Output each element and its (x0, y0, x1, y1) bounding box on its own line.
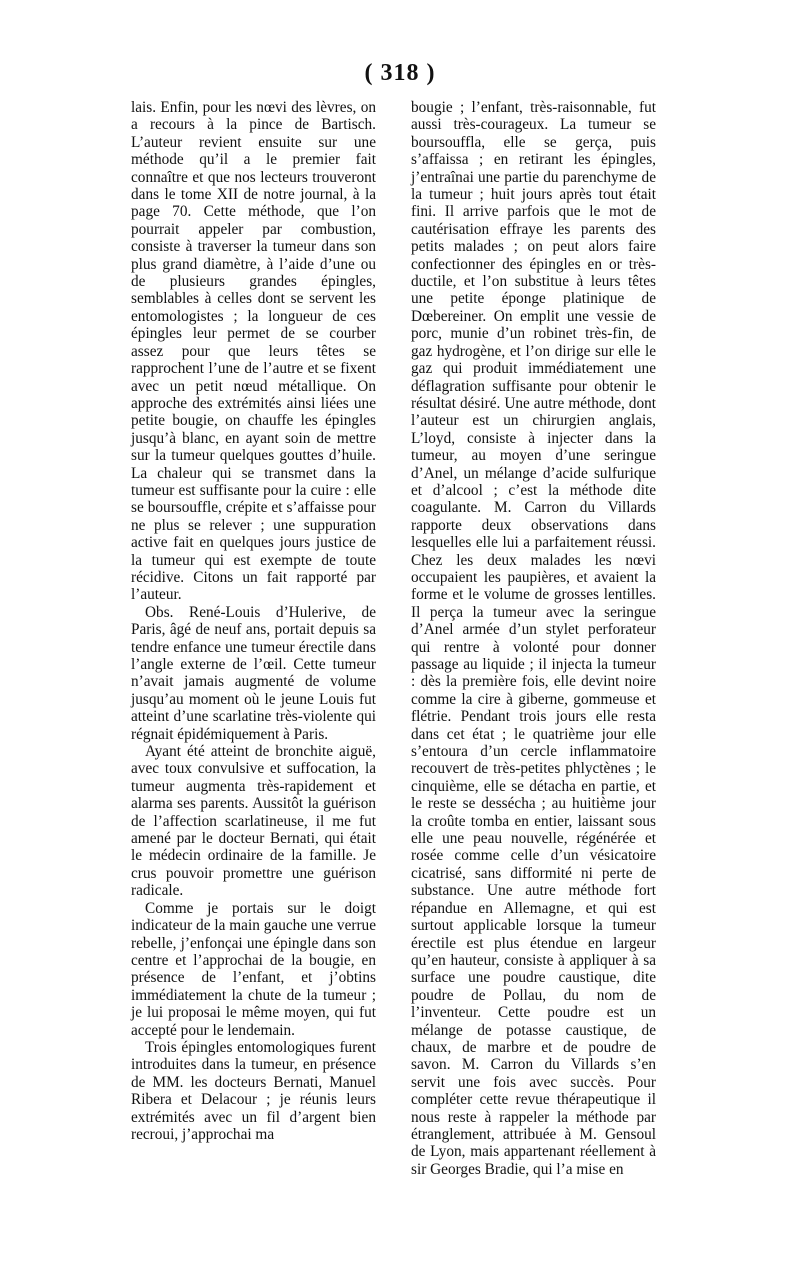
paragraph: lais. Enfin, pour les nœvi des lèvres, on a recours à la pince de Bartisch. L’auteur revient ensuite sur une méthode qu’il a le premier fait connaître et que nos lecteurs trouveront dans le tome XII de notre journal, à la page 70. Cette méthode, que l’on pourrait appeler par combustion, consiste à traverser la tumeur dans son plus grand diamètre, à l’aide d’une ou de plusieurs grandes épingles, semblables à celles dont se servent les entomologistes ; la longueur de ces épingles leur permet de se courber assez pour que leurs têtes se rapprochent l’une de l’autre et se fixent avec un petit nœud métallique. On approche des extrémités ainsi liées une petite bougie, on chauffe les épingles jusqu’à blanc, en ayant soin de mettre sur la tumeur quelques gouttes d’huile. La chaleur qui se transmet dans la tumeur est suffisante pour la cuire : elle se boursouffle, crépite et s’affaisse pour ne plus se relever ; une suppuration active fait en quelques jours justice de la tumeur qui est exempte de toute récidive. Citons un fait rapporté par l’auteur. (131, 99, 376, 604)
paragraph: Ayant été atteint de bronchite aiguë, avec toux convulsive et suffocation, la tumeur augmenta très-rapidement et alarma ses parents. Aussitôt la guérison de l’affection scarlatineuse, il me fut amené par le docteur Bernati, qui était le médecin ordinaire de la famille. Je crus pouvoir promettre une guérison radicale. (131, 743, 376, 900)
paragraph: Obs. René-Louis d’Hulerive, de Paris, âgé de neuf ans, portait depuis sa tendre enfance une tumeur érectile dans l’angle externe de l’œil. Cette tumeur n’avait jamais augmenté de volume jusqu’au moment où le jeune Louis fut atteint d’une scarlatine très-violente qui régnait épidémiquement à Paris. (131, 603, 376, 743)
paragraph: Comme je portais sur le doigt indicateur de la main gauche une verrue rebelle, j’enfonçai une épingle dans son centre et l’approchai de la bougie, en présence de l’enfant, et j’obtins immédiatement la chute de la tumeur ; je lui proposai le même moyen, qui fut accepté pour le lendemain. (131, 899, 376, 1039)
right-column (411, 99, 656, 1178)
page-number: ( 318 ) (364, 60, 436, 86)
paragraph: bougie ; l’enfant, très-raisonnable, fut aussi très-courageux. La tumeur se boursouffla, elle se gerça, puis s’affaissa ; en retirant les épingles, j’entraînai une partie du parenchyme de la tumeur ; huit jours après tout était fini. Il arrive parfois que le mot de cautérisation effraye les parents des petits malades ; on peut alors faire confectionner des épingles en or très-ductile, et l’on substitue à leurs têtes une petite éponge platinique de Dœbereiner. On emplit une vessie de porc, munie d’un robinet très-fin, de gaz hydrogène, et l’on dirige sur elle le gaz qui produit immédiatement une déflagration suffisante pour obtenir le résultat désiré. Une autre méthode, dont l’auteur est un chirurgien anglais, L’loyd, consiste à injecter dans la tumeur, au moyen d’une seringue d’Anel, un mélange d’acide sulfurique et d’alcool ; c’est la méthode dite coagulante. M. Carron du Villards rapporte deux observations dans lesquelles elle lui a parfaitement réussi. Chez les deux malades les nœvi occupaient les paupières, et avaient la forme et le volume de grosses lentilles. Il perça la tumeur avec la seringue d’Anel armée d’un stylet perforateur qui rentre à volonté pour donner passage au liquide ; il injecta la tumeur : dès la première fois, elle devint noire comme la cire à giberne, gommeuse et flétrie. Pendant trois jours elle resta dans cet état ; le quatrième jour elle s’entoura d’un cercle inflammatoire recouvert de très-petites phlyctènes ; le cinquième, elle se détacha en partie, et le reste se dessécha ; au huitième jour la croûte tomba en entier, laissant sous elle une peau nouvelle, régénérée et rosée comme celle d’un vésicatoire cicatrisé, sans difformité ni perte de substance. Une autre méthode fort répandue en Allemagne, et qui est surtout applicable lorsque la tumeur érectile est plus étendue en largeur qu’en hauteur, consiste à appliquer à sa surface une poudre caustique, dite poudre de Pollau, du nom de l’inventeur. Cette poudre est un mélange de potasse caustique, de chaux, de marbre et de poudre de savon. M. Carron du Villards s’en servit une fois avec succès. Pour compléter cette revue thérapeutique il nous reste à rappeler la méthode par étranglement, attribuée à M. Gensoul de Lyon, mais appartenant réellement à sir Georges Bradie, qui l’a mise en (411, 99, 656, 1178)
paragraph: Trois épingles entomologiques furent introduites dans la tumeur, en présence de MM. les docteurs Bernati, Manuel Ribera et Delacour ; je réunis leurs extrémités avec un fil d’argent bien recroui, j’approchai ma (131, 1038, 376, 1143)
left-column (131, 99, 376, 1143)
